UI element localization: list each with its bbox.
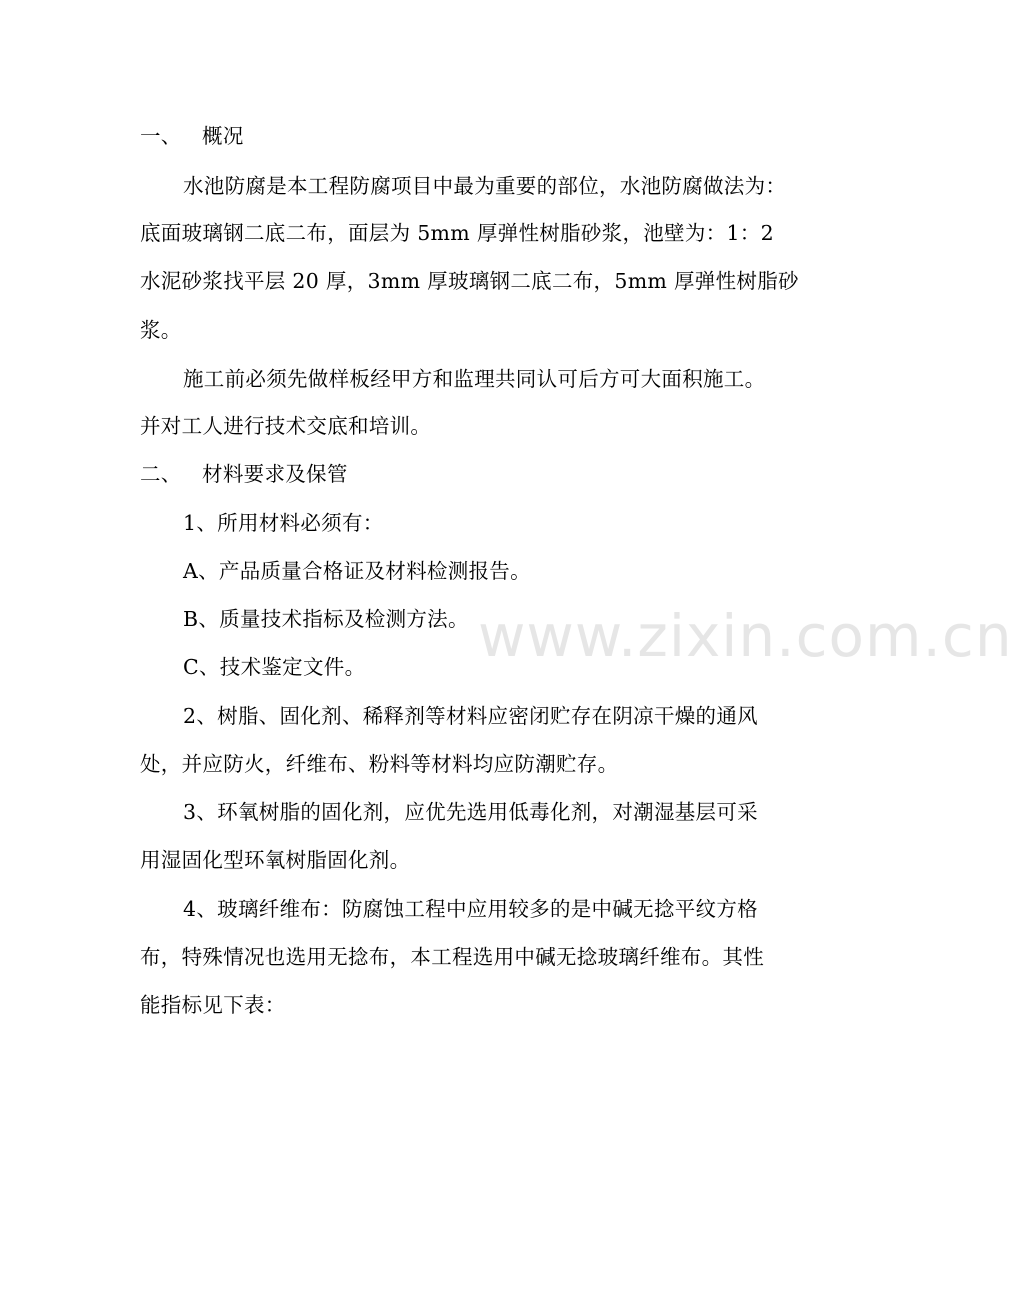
- paragraph-line: 施工前必须先做样板经甲方和监理共同认可后方可大面积施工。: [183, 367, 766, 391]
- list-item: 1、所用材料必须有：: [183, 511, 384, 535]
- paragraph-line: 底面玻璃钢二底二布，面层为 5mm 厚弹性树脂砂浆，池壁为：1：2: [140, 221, 774, 245]
- paragraph-line: 用湿固化型环氧树脂固化剂。: [140, 848, 411, 872]
- list-item: B、质量技术指标及检测方法。: [183, 607, 469, 631]
- paragraph-line: 处，并应防火，纤维布、粉料等材料均应防潮贮存。: [140, 752, 619, 776]
- paragraph-line: 布，特殊情况也选用无捻布，本工程选用中碱无捻玻璃纤维布。其性: [140, 945, 764, 969]
- paragraph-line: 并对工人进行技术交底和培训。: [140, 414, 432, 438]
- paragraph-line: 能指标见下表：: [140, 993, 286, 1017]
- paragraph-line: 水泥砂浆找平层 20 厚，3mm 厚玻璃钢二底二布，5mm 厚弹性树脂砂: [140, 269, 799, 293]
- list-item: C、技术鉴定文件。: [183, 655, 366, 679]
- watermark: www.zixin.com.cn: [478, 602, 1013, 670]
- section-heading-materials: 二、 材料要求及保管: [140, 462, 348, 486]
- section-heading-overview: 一、 概况: [140, 124, 244, 148]
- paragraph-line: 3、环氧树脂的固化剂，应优先选用低毒化剂，对潮湿基层可采: [183, 800, 758, 824]
- paragraph-line: 浆。: [140, 318, 182, 342]
- paragraph-line: 2、树脂、固化剂、稀释剂等材料应密闭贮存在阴凉干燥的通风: [183, 704, 758, 728]
- list-item: A、产品质量合格证及材料检测报告。: [183, 559, 531, 583]
- paragraph-line: 4、玻璃纤维布：防腐蚀工程中应用较多的是中碱无捻平纹方格: [183, 897, 758, 921]
- paragraph-line: 水池防腐是本工程防腐项目中最为重要的部位，水池防腐做法为：: [183, 174, 787, 198]
